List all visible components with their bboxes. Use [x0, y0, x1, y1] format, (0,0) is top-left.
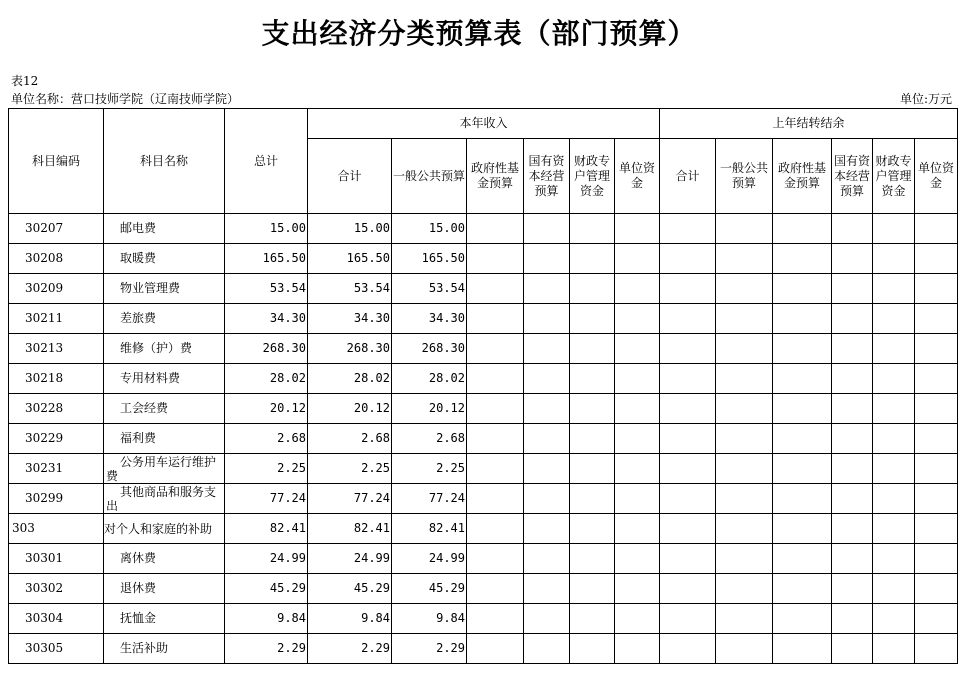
- cell-empty: [570, 634, 615, 664]
- cell-name: 其他商品和服务支出: [104, 484, 225, 514]
- table-row: [9, 364, 958, 394]
- cell-current-general: 34.30: [392, 304, 467, 334]
- cell-empty: [570, 394, 615, 424]
- cell-empty: [570, 454, 615, 484]
- header-current-col: 合计: [308, 139, 392, 214]
- cell-empty: [915, 214, 958, 244]
- cell-empty: [467, 334, 524, 364]
- header-prior-col: 单位资金: [915, 139, 958, 214]
- cell-empty: [524, 214, 570, 244]
- cell-empty: [716, 574, 773, 604]
- cell-current-total: 15.00: [308, 214, 392, 244]
- cell-empty: [873, 364, 915, 394]
- cell-current-general: 20.12: [392, 394, 467, 424]
- cell-empty: [524, 304, 570, 334]
- cell-empty: [716, 424, 773, 454]
- cell-current-total: 2.29: [308, 634, 392, 664]
- cell-name: 取暖费: [104, 244, 225, 274]
- cell-empty: [615, 394, 660, 424]
- table-row: [9, 274, 958, 304]
- table-row: [9, 514, 958, 544]
- cell-empty: [873, 334, 915, 364]
- cell-empty: [570, 334, 615, 364]
- cell-current-total: 20.12: [308, 394, 392, 424]
- header-current-col: 单位资金: [615, 139, 660, 214]
- cell-empty: [615, 274, 660, 304]
- cell-name: 物业管理费: [104, 274, 225, 304]
- cell-empty: [773, 544, 832, 574]
- cell-empty: [615, 334, 660, 364]
- cell-code: 30218: [9, 364, 104, 394]
- cell-current-general: 9.84: [392, 604, 467, 634]
- cell-empty: [832, 244, 873, 274]
- cell-total: 34.30: [225, 304, 308, 334]
- cell-empty: [832, 604, 873, 634]
- cell-empty: [832, 484, 873, 514]
- page-title: 支出经济分类预算表（部门预算）: [261, 17, 697, 50]
- cell-empty: [467, 604, 524, 634]
- cell-empty: [832, 514, 873, 544]
- cell-empty: [615, 424, 660, 454]
- cell-empty: [716, 484, 773, 514]
- cell-empty: [873, 454, 915, 484]
- header-total: 总计: [225, 109, 308, 214]
- cell-empty: [773, 394, 832, 424]
- cell-name: 公务用车运行维护费: [104, 454, 225, 484]
- cell-current-general: 53.54: [392, 274, 467, 304]
- cell-code: 30213: [9, 334, 104, 364]
- cell-empty: [660, 634, 716, 664]
- table-row: [9, 334, 958, 364]
- cell-empty: [832, 274, 873, 304]
- cell-empty: [773, 604, 832, 634]
- cell-empty: [915, 514, 958, 544]
- table-row: [9, 394, 958, 424]
- cell-empty: [524, 514, 570, 544]
- cell-empty: [716, 214, 773, 244]
- cell-empty: [873, 634, 915, 664]
- cell-empty: [873, 574, 915, 604]
- cell-empty: [773, 424, 832, 454]
- cell-name: 专用材料费: [104, 364, 225, 394]
- cell-current-total: 165.50: [308, 244, 392, 274]
- cell-empty: [832, 424, 873, 454]
- cell-empty: [773, 574, 832, 604]
- cell-current-total: 45.29: [308, 574, 392, 604]
- cell-empty: [467, 454, 524, 484]
- cell-total: 2.25: [225, 454, 308, 484]
- cell-current-general: 165.50: [392, 244, 467, 274]
- cell-name: 邮电费: [104, 214, 225, 244]
- cell-code: 30208: [9, 244, 104, 274]
- cell-code: 30305: [9, 634, 104, 664]
- cell-empty: [716, 454, 773, 484]
- cell-empty: [615, 544, 660, 574]
- cell-empty: [773, 634, 832, 664]
- cell-total: 2.68: [225, 424, 308, 454]
- table-row: [9, 424, 958, 454]
- cell-current-total: 24.99: [308, 544, 392, 574]
- cell-empty: [570, 364, 615, 394]
- cell-empty: [660, 214, 716, 244]
- cell-total: 53.54: [225, 274, 308, 304]
- cell-name: 离休费: [104, 544, 225, 574]
- cell-empty: [467, 364, 524, 394]
- cell-empty: [570, 214, 615, 244]
- cell-empty: [524, 544, 570, 574]
- cell-empty: [660, 334, 716, 364]
- table-row: [9, 574, 958, 604]
- header-current-col: 财政专户管理资金: [570, 139, 615, 214]
- cell-empty: [524, 394, 570, 424]
- header-name: 科目名称: [104, 109, 225, 214]
- cell-empty: [660, 514, 716, 544]
- cell-empty: [832, 394, 873, 424]
- cell-empty: [524, 484, 570, 514]
- cell-empty: [873, 424, 915, 454]
- cell-empty: [467, 394, 524, 424]
- cell-empty: [773, 244, 832, 274]
- cell-empty: [467, 634, 524, 664]
- cell-empty: [660, 424, 716, 454]
- cell-empty: [832, 574, 873, 604]
- cell-name: 生活补助: [104, 634, 225, 664]
- cell-empty: [915, 274, 958, 304]
- cell-empty: [660, 364, 716, 394]
- cell-empty: [716, 274, 773, 304]
- cell-current-general: 82.41: [392, 514, 467, 544]
- cell-empty: [660, 394, 716, 424]
- cell-empty: [915, 334, 958, 364]
- cell-name: 抚恤金: [104, 604, 225, 634]
- cell-empty: [570, 544, 615, 574]
- cell-empty: [832, 544, 873, 574]
- cell-empty: [660, 304, 716, 334]
- cell-empty: [570, 244, 615, 274]
- cell-empty: [773, 364, 832, 394]
- header-prior-col: 一般公共预算: [716, 139, 773, 214]
- cell-empty: [915, 304, 958, 334]
- cell-empty: [716, 604, 773, 634]
- cell-empty: [615, 454, 660, 484]
- cell-empty: [773, 334, 832, 364]
- cell-total: 45.29: [225, 574, 308, 604]
- cell-total: 82.41: [225, 514, 308, 544]
- cell-code: 30301: [9, 544, 104, 574]
- cell-total: 165.50: [225, 244, 308, 274]
- cell-total: 28.02: [225, 364, 308, 394]
- cell-empty: [570, 304, 615, 334]
- table-row: [9, 244, 958, 274]
- header-current-col: 政府性基金预算: [467, 139, 524, 214]
- cell-empty: [716, 634, 773, 664]
- cell-empty: [915, 424, 958, 454]
- cell-current-general: 77.24: [392, 484, 467, 514]
- header-prior-col: 财政专户管理资金: [873, 139, 915, 214]
- cell-empty: [716, 244, 773, 274]
- cell-empty: [660, 454, 716, 484]
- table-row: [9, 484, 958, 514]
- header-current-col: 一般公共预算: [392, 139, 467, 214]
- cell-empty: [915, 484, 958, 514]
- cell-empty: [467, 274, 524, 304]
- cell-current-total: 2.68: [308, 424, 392, 454]
- cell-current-total: 2.25: [308, 454, 392, 484]
- cell-empty: [570, 484, 615, 514]
- cell-empty: [832, 454, 873, 484]
- cell-empty: [660, 574, 716, 604]
- cell-empty: [716, 304, 773, 334]
- cell-empty: [524, 604, 570, 634]
- cell-empty: [660, 544, 716, 574]
- cell-empty: [660, 484, 716, 514]
- cell-empty: [915, 604, 958, 634]
- unit-label: 单位:万元: [899, 92, 952, 106]
- table-body: [9, 214, 958, 664]
- header-code: 科目编码: [9, 109, 104, 214]
- cell-empty: [915, 634, 958, 664]
- cell-empty: [873, 544, 915, 574]
- cell-code: 30304: [9, 604, 104, 634]
- cell-name: 差旅费: [104, 304, 225, 334]
- table-row: [9, 604, 958, 634]
- cell-empty: [716, 334, 773, 364]
- cell-empty: [467, 484, 524, 514]
- cell-empty: [615, 364, 660, 394]
- cell-empty: [615, 484, 660, 514]
- cell-empty: [524, 244, 570, 274]
- cell-empty: [773, 454, 832, 484]
- cell-name: 工会经费: [104, 394, 225, 424]
- cell-empty: [716, 514, 773, 544]
- cell-code: 30209: [9, 274, 104, 304]
- header-prior-col: 国有资本经营预算: [832, 139, 873, 214]
- cell-empty: [873, 394, 915, 424]
- cell-empty: [467, 424, 524, 454]
- cell-empty: [832, 304, 873, 334]
- table-row: [9, 544, 958, 574]
- cell-empty: [660, 604, 716, 634]
- cell-empty: [660, 274, 716, 304]
- cell-empty: [524, 454, 570, 484]
- cell-empty: [716, 364, 773, 394]
- table-row: [9, 304, 958, 334]
- cell-empty: [915, 454, 958, 484]
- cell-empty: [873, 604, 915, 634]
- cell-empty: [773, 304, 832, 334]
- cell-current-general: 15.00: [392, 214, 467, 244]
- cell-empty: [570, 424, 615, 454]
- cell-code: 30207: [9, 214, 104, 244]
- cell-empty: [832, 334, 873, 364]
- cell-empty: [915, 394, 958, 424]
- cell-code: 30231: [9, 454, 104, 484]
- cell-empty: [873, 514, 915, 544]
- cell-code: 30302: [9, 574, 104, 604]
- cell-empty: [467, 574, 524, 604]
- cell-empty: [570, 574, 615, 604]
- cell-empty: [570, 604, 615, 634]
- cell-current-general: 268.30: [392, 334, 467, 364]
- cell-total: 77.24: [225, 484, 308, 514]
- cell-empty: [773, 514, 832, 544]
- cell-current-general: 2.29: [392, 634, 467, 664]
- cell-current-total: 34.30: [308, 304, 392, 334]
- cell-current-general: 24.99: [392, 544, 467, 574]
- cell-current-total: 9.84: [308, 604, 392, 634]
- cell-name: 对个人和家庭的补助: [104, 514, 225, 544]
- table-number: 表12: [11, 74, 39, 88]
- cell-current-total: 82.41: [308, 514, 392, 544]
- cell-empty: [773, 214, 832, 244]
- cell-current-total: 53.54: [308, 274, 392, 304]
- cell-empty: [570, 274, 615, 304]
- cell-empty: [915, 364, 958, 394]
- cell-empty: [915, 244, 958, 274]
- cell-total: 9.84: [225, 604, 308, 634]
- cell-empty: [873, 274, 915, 304]
- cell-empty: [873, 304, 915, 334]
- cell-current-total: 268.30: [308, 334, 392, 364]
- cell-name: 退休费: [104, 574, 225, 604]
- cell-empty: [467, 514, 524, 544]
- cell-empty: [773, 274, 832, 304]
- cell-current-general: 45.29: [392, 574, 467, 604]
- cell-current-total: 77.24: [308, 484, 392, 514]
- cell-empty: [570, 514, 615, 544]
- unit-name: 单位名称：营口技师学院（辽南技师学院）: [11, 92, 240, 106]
- cell-empty: [467, 304, 524, 334]
- cell-empty: [615, 574, 660, 604]
- cell-name: 福利费: [104, 424, 225, 454]
- cell-empty: [615, 304, 660, 334]
- header-row-1: [9, 109, 958, 139]
- cell-empty: [716, 544, 773, 574]
- cell-empty: [873, 244, 915, 274]
- cell-empty: [660, 244, 716, 274]
- cell-empty: [832, 364, 873, 394]
- cell-empty: [873, 214, 915, 244]
- cell-empty: [467, 544, 524, 574]
- cell-name: 维修（护）费: [104, 334, 225, 364]
- cell-code: 30229: [9, 424, 104, 454]
- cell-total: 20.12: [225, 394, 308, 424]
- cell-empty: [773, 484, 832, 514]
- cell-empty: [716, 394, 773, 424]
- cell-total: 15.00: [225, 214, 308, 244]
- cell-empty: [524, 634, 570, 664]
- cell-code: 303: [9, 514, 104, 544]
- cell-current-general: 2.68: [392, 424, 467, 454]
- cell-empty: [832, 214, 873, 244]
- cell-code: 30211: [9, 304, 104, 334]
- cell-empty: [524, 574, 570, 604]
- cell-total: 2.29: [225, 634, 308, 664]
- cell-empty: [615, 634, 660, 664]
- cell-total: 24.99: [225, 544, 308, 574]
- cell-empty: [915, 574, 958, 604]
- cell-empty: [873, 484, 915, 514]
- table-row: [9, 454, 958, 484]
- cell-empty: [467, 244, 524, 274]
- cell-empty: [615, 514, 660, 544]
- cell-current-total: 28.02: [308, 364, 392, 394]
- header-current-col: 国有资本经营预算: [524, 139, 570, 214]
- cell-current-general: 2.25: [392, 454, 467, 484]
- budget-table: [8, 108, 958, 664]
- header-prior-year: 上年结转结余: [660, 109, 958, 139]
- cell-code: 30299: [9, 484, 104, 514]
- cell-empty: [524, 424, 570, 454]
- cell-empty: [915, 544, 958, 574]
- cell-empty: [832, 634, 873, 664]
- cell-empty: [524, 364, 570, 394]
- cell-empty: [467, 214, 524, 244]
- header-prior-col: 合计: [660, 139, 716, 214]
- cell-empty: [615, 244, 660, 274]
- cell-empty: [615, 214, 660, 244]
- cell-code: 30228: [9, 394, 104, 424]
- cell-total: 268.30: [225, 334, 308, 364]
- header-current-year: 本年收入: [308, 109, 660, 139]
- cell-empty: [615, 604, 660, 634]
- header-prior-col: 政府性基金预算: [773, 139, 832, 214]
- table-row: [9, 634, 958, 664]
- cell-current-general: 28.02: [392, 364, 467, 394]
- table-row: [9, 214, 958, 244]
- cell-empty: [524, 334, 570, 364]
- cell-empty: [524, 274, 570, 304]
